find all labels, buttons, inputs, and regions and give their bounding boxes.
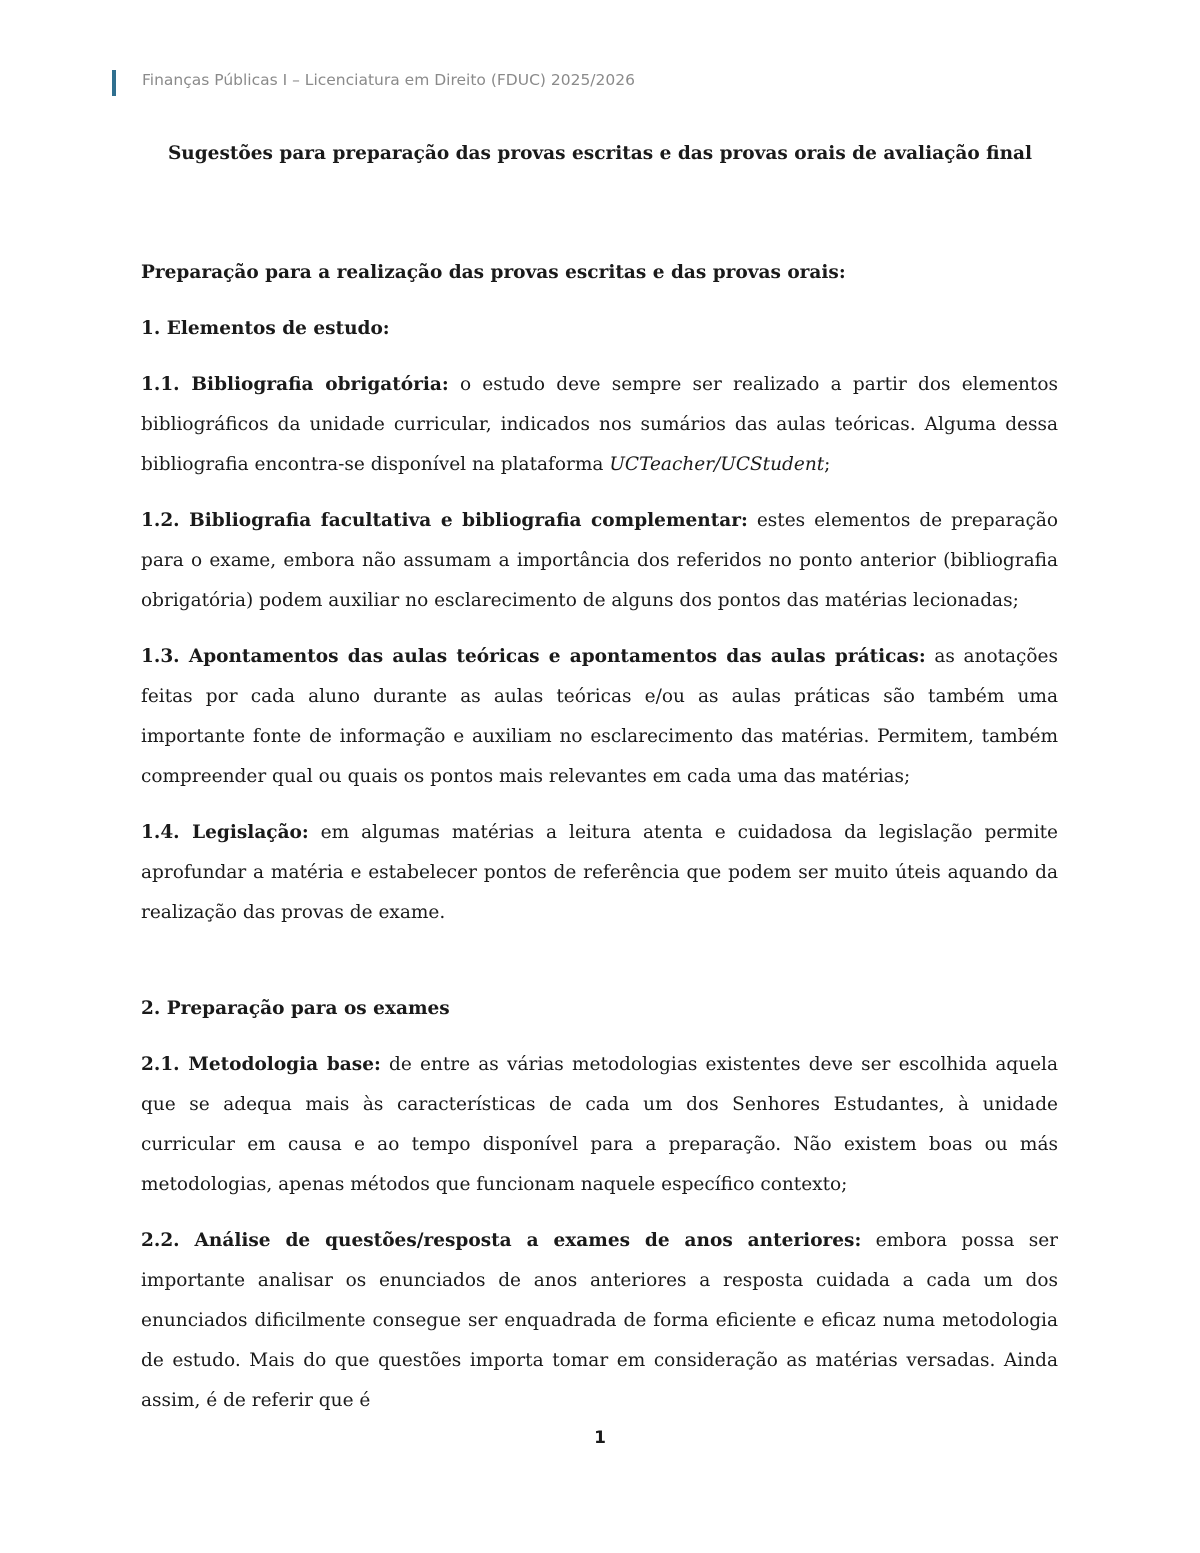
paragraph-1-4 <box>141 813 1058 933</box>
intro-heading: Preparação para a realização das provas escritas e das provas orais: <box>141 262 846 283</box>
page-number: 1 <box>594 1428 606 1448</box>
header-accent-bar <box>112 70 116 96</box>
paragraph-text: embora possa ser importante analisar os enunciados de anos anteriores a resposta cuidada a cada um dos enunciados dificilmente consegue ser enquadrada de forma eficiente e eficaz numa metodologia de estudo. Mais do que questões importa tomar em consideração as matérias versadas. Ainda assim, é de referir que é <box>141 1230 1058 1411</box>
platform-name: UCTeacher/UCStudent <box>609 454 825 475</box>
section-1-heading: 1. Elementos de estudo: <box>141 318 390 339</box>
paragraph-1-2 <box>141 501 1058 621</box>
section-2-heading: 2. Preparação para os exames <box>141 998 450 1019</box>
paragraph-text: o estudo deve sempre ser realizado a partir dos elementos bibliográficos da unidade curricular, indicados nos sumários das aulas teóricas. Alguma dessa bibliografia encontra-se disponível na plataforma <box>141 374 1059 475</box>
paragraph-lead: 2.2. Análise de questões/resposta a exames de anos anteriores: <box>141 1230 862 1251</box>
running-header: Finanças Públicas I – Licenciatura em Direito (FDUC) 2025/2026 <box>142 71 635 89</box>
paragraph-lead: 1.1. Bibliografia obrigatória: <box>141 374 449 395</box>
paragraph-tail: ; <box>824 454 831 475</box>
paragraph-text: as anotações feitas por cada aluno durante as aulas teóricas e/ou as aulas práticas são também uma importante fonte de informação e auxiliam no esclarecimento das matérias. Permitem, também compreender qual ou quais os pontos mais relevantes em cada uma das matérias; <box>141 646 1059 787</box>
paragraph-text: de entre as várias metodologias existentes deve ser escolhida aquela que se adequa mais às características de cada um dos Senhores Estudantes, à unidade curricular em causa e ao tempo disponível para a preparação. Não existem boas ou más metodologias, apenas métodos que funcionam naquele específico contexto; <box>141 1054 1059 1195</box>
paragraph-1-3 <box>141 637 1058 797</box>
document-body <box>141 253 1058 1437</box>
paragraph-lead: 1.3. Apontamentos das aulas teóricas e apontamentos das aulas práticas: <box>141 646 926 667</box>
paragraph-2-2 <box>141 1221 1058 1421</box>
paragraph-text: estes elementos de preparação para o exame, embora não assumam a importância dos referidos no ponto anterior (bibliografia obrigatória) podem auxiliar no esclarecimento de alguns dos pontos das matérias lecionadas; <box>141 510 1059 611</box>
document-title: Sugestões para preparação das provas escritas e das provas orais de avaliação final <box>167 143 1033 164</box>
paragraph-lead: 2.1. Metodologia base: <box>141 1054 381 1075</box>
paragraph-1-1 <box>141 365 1058 485</box>
paragraph-lead: 1.4. Legislação: <box>141 822 309 843</box>
paragraph-2-1 <box>141 1045 1058 1205</box>
paragraph-text: em algumas matérias a leitura atenta e cuidadosa da legislação permite aprofundar a matéria e estabelecer pontos de referência que podem ser muito úteis aquando da realização das provas de exame. <box>141 822 1058 923</box>
paragraph-lead: 1.2. Bibliografia facultativa e bibliografia complementar: <box>141 510 748 531</box>
